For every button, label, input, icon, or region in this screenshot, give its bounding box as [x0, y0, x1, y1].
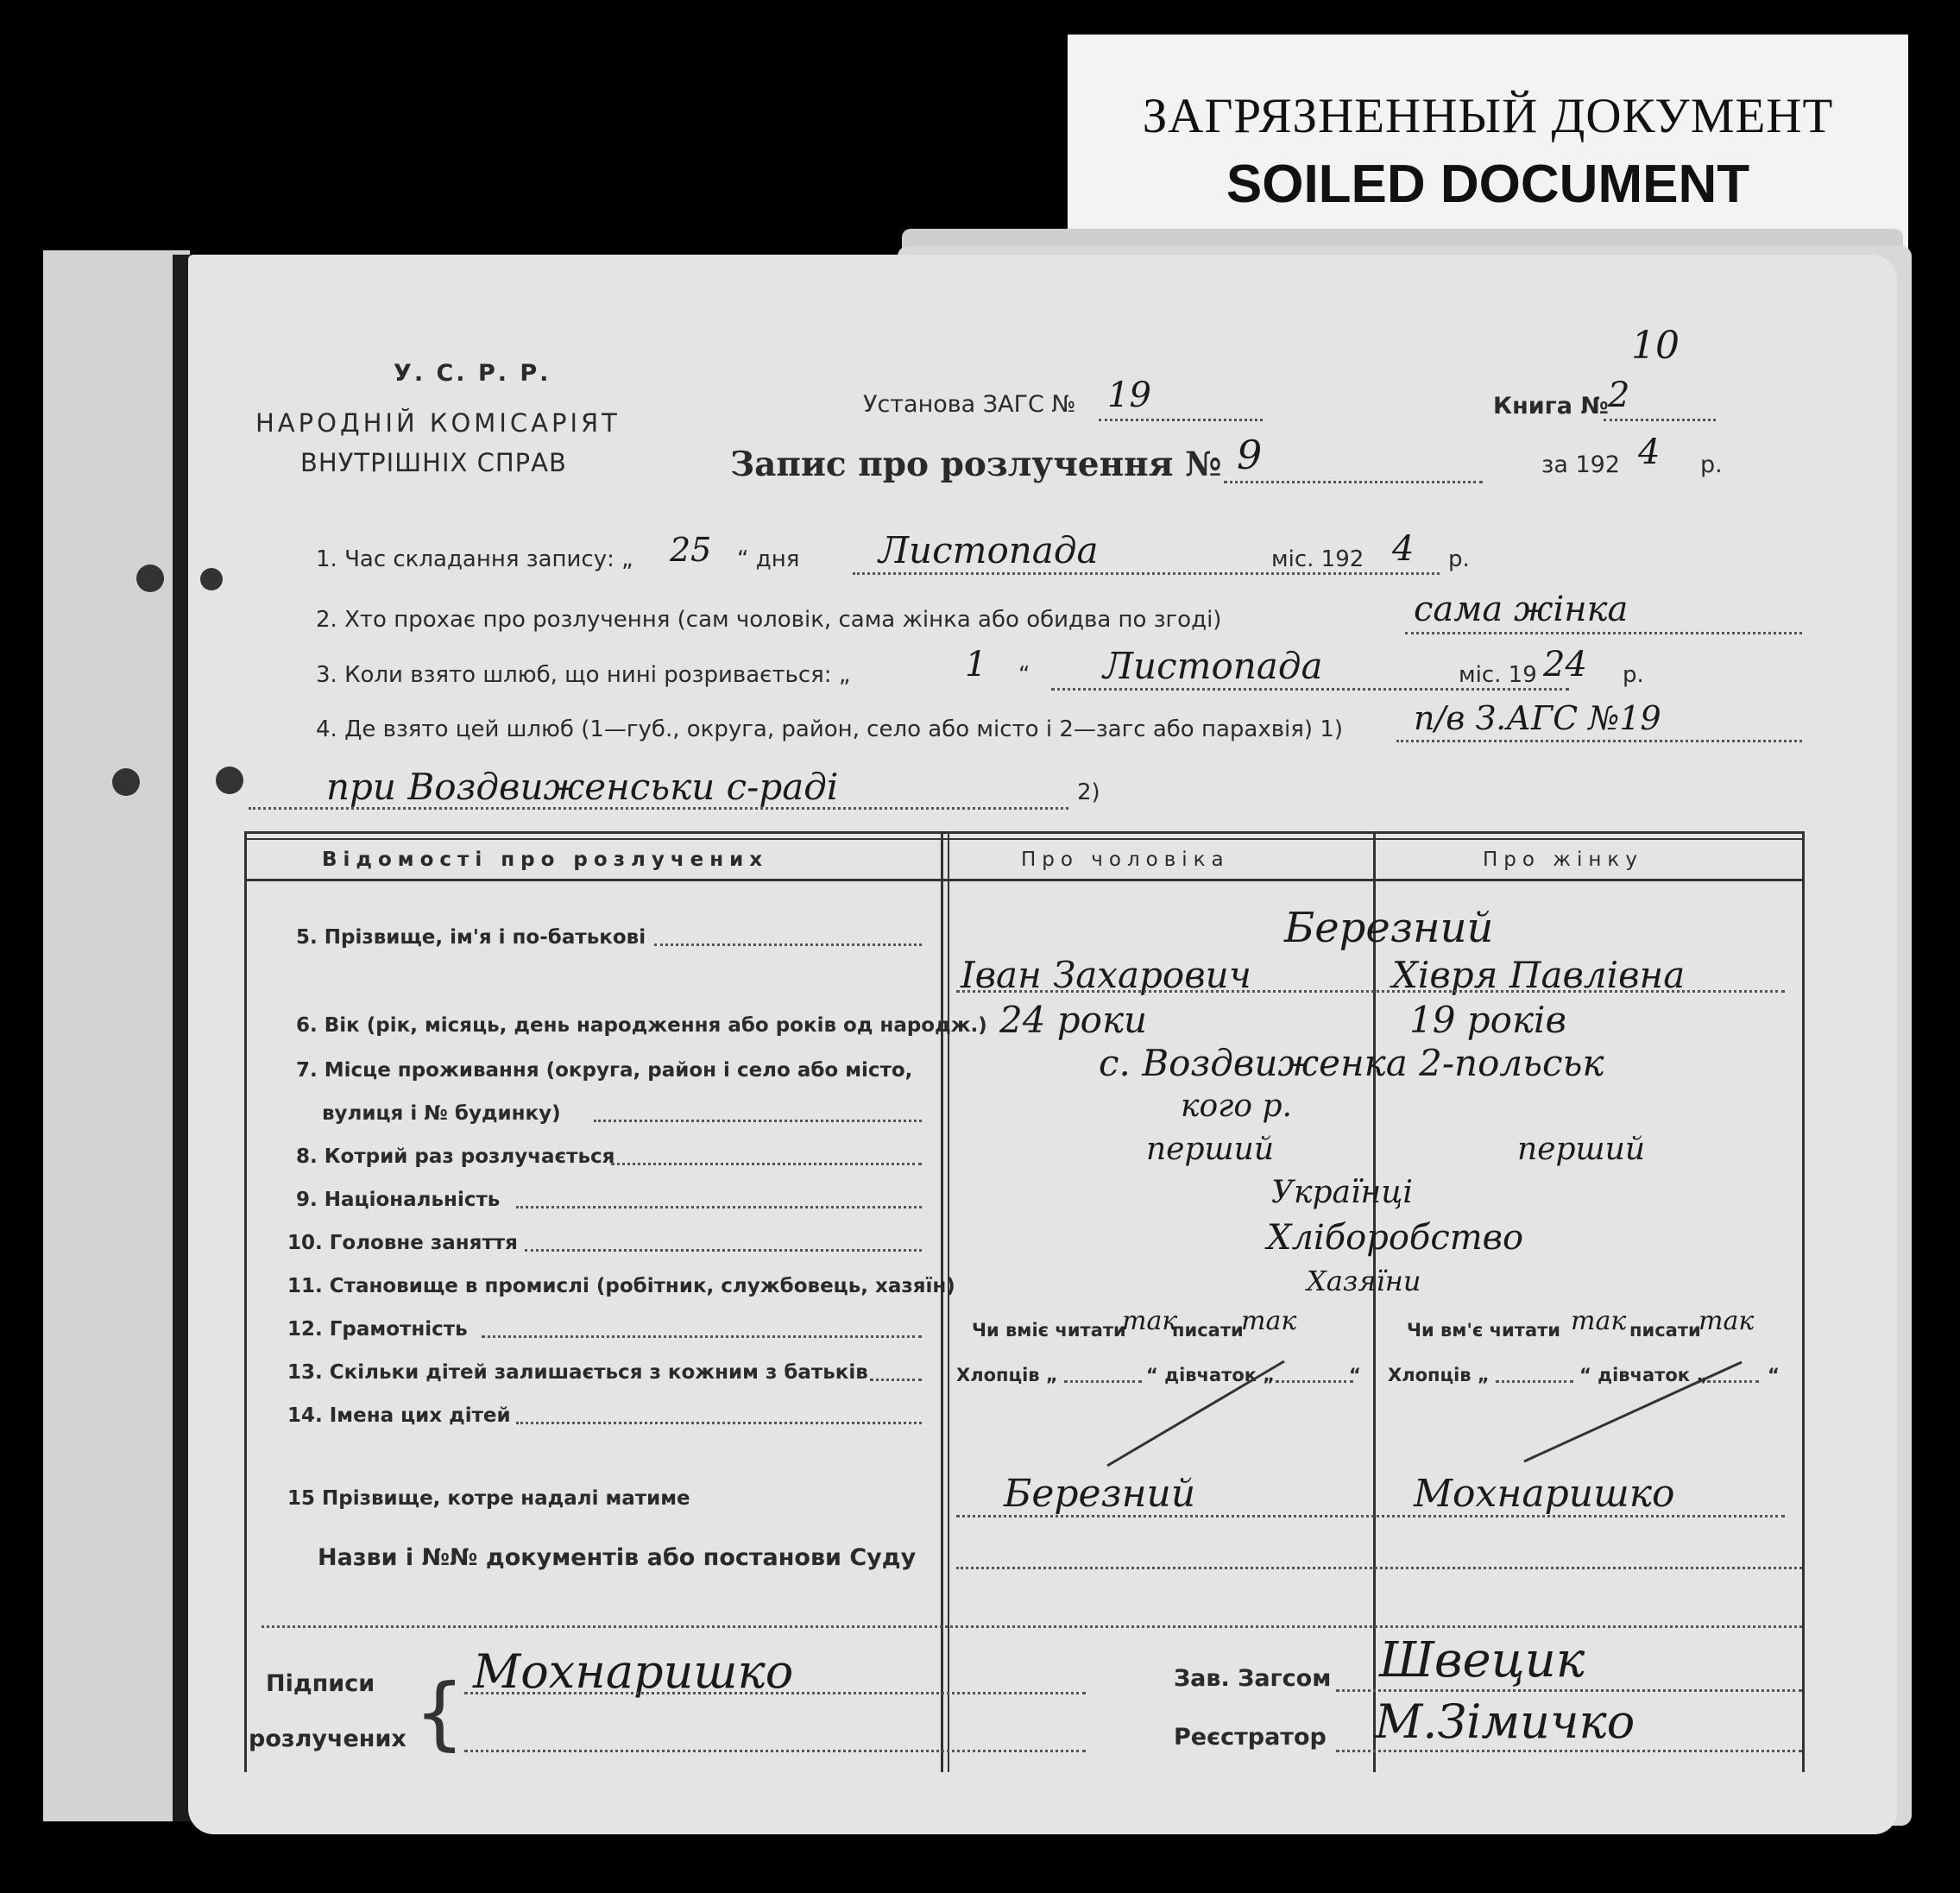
label-15: 15 Прізвище, котре надалі матиме — [287, 1487, 690, 1510]
office-value: 19 — [1107, 375, 1151, 415]
man-quote-end: “ — [1349, 1365, 1361, 1385]
row1-end: р. — [1448, 546, 1470, 572]
label-6: 6. Вік (рік, місяць, день народження або років од народж.) — [296, 1014, 987, 1037]
book-value: 2 — [1608, 375, 1630, 415]
row1-day: 25 — [670, 531, 712, 569]
row3-day: 1 — [965, 645, 987, 685]
hw-occupation: Хліборобство — [1267, 1218, 1524, 1258]
woman-girls-label: “ дівчаток „ — [1579, 1365, 1709, 1385]
row4-value-1: п/в З.АГС №19 — [1414, 699, 1661, 737]
row1-mis: міс. 192 — [1271, 546, 1364, 572]
binding-strip — [43, 250, 190, 1821]
head-of-office-label: Зав. Загсом — [1174, 1665, 1332, 1692]
row3-mid: “ — [1018, 662, 1030, 688]
signatures-label-1: Підписи — [266, 1670, 375, 1697]
hw-place-2: кого р. — [1181, 1088, 1292, 1124]
hw-registrar-signature: М.Зімичко — [1375, 1694, 1635, 1749]
label-english: SOILED DOCUMENT — [1226, 155, 1750, 214]
book-label: Книга № — [1493, 393, 1609, 420]
hw-woman-age: 19 років — [1409, 999, 1566, 1041]
label-14: 14. Імена цих дітей — [287, 1404, 511, 1427]
hw-man-future-surname: Березний — [1004, 1472, 1196, 1516]
signatures-brace: { — [414, 1667, 465, 1759]
label-10: 10. Головне заняття — [287, 1232, 518, 1254]
signature-dots-1 — [464, 1692, 1086, 1694]
documents-dots-2 — [262, 1625, 1802, 1628]
punch-hole-3 — [112, 768, 140, 796]
office-label: Установа ЗАГС № — [863, 391, 1076, 418]
country-heading: У. С. Р. Р. — [394, 360, 551, 387]
ministry-line-2: ВНУТРІШНІХ СПРАВ — [300, 448, 567, 477]
woman-quote-end: “ — [1768, 1365, 1780, 1385]
label-13: 13. Скільки дітей залишається з кожним з батьків — [287, 1361, 868, 1384]
row1-label: 1. Час складання запису: „ — [316, 546, 633, 572]
row1-month: Листопада — [879, 529, 1099, 571]
page-number: 10 — [1631, 324, 1680, 368]
year-suffix: р. — [1700, 451, 1723, 478]
punch-hole-1 — [136, 565, 164, 592]
woman-literacy-read-label: Чи вм'є читати — [1407, 1320, 1560, 1341]
ministry-line-1: НАРОДНІЙ КОМІСАРІЯТ — [255, 408, 621, 438]
label-7a: 7. Місце проживання (округа, район і село або місто, — [296, 1059, 913, 1082]
row4-value-2: при Воздвиженськи с-раді — [326, 766, 839, 808]
woman-literacy-write-label: писати — [1629, 1320, 1701, 1341]
row2-label: 2. Хто прохає про розлучення (сам чоловік, сама жінка або обидва по згоді) — [316, 607, 1222, 633]
registrar-label: Реєстратор — [1174, 1724, 1327, 1751]
man-can-write: так — [1241, 1306, 1297, 1336]
row3-year: 24 — [1543, 645, 1587, 685]
man-literacy-write-label: писати — [1172, 1320, 1244, 1341]
row3-mis: міс. 19 — [1459, 662, 1537, 688]
documents-label: Назви і №№ документів або постанови Суду — [318, 1544, 917, 1571]
hw-man-age: 24 роки — [999, 999, 1148, 1041]
woman-boys-label: Хлопців „ — [1388, 1365, 1490, 1385]
row2-value: сама жінка — [1414, 590, 1629, 629]
signatures-label-2: розлучених — [249, 1726, 406, 1752]
man-girls-label: “ дівчаток „ — [1146, 1365, 1276, 1385]
col-header-woman: Про жінку — [1483, 849, 1643, 871]
woman-can-read: так — [1571, 1306, 1627, 1336]
row1-year: 4 — [1392, 529, 1415, 569]
label-8: 8. Котрий раз розлучається — [296, 1145, 615, 1168]
woman-can-write: так — [1698, 1306, 1755, 1336]
record-number: 9 — [1237, 432, 1263, 478]
man-literacy-read-label: Чи вміє читати — [972, 1320, 1126, 1341]
row4-label: 4. Де взято цей шлюб (1—губ., округа, район, село або місто і 2—загс або парахвія) 1) — [316, 716, 1344, 742]
hw-surname: Березний — [1284, 904, 1494, 952]
row3-end: р. — [1623, 662, 1644, 688]
man-can-read: так — [1122, 1306, 1178, 1336]
dots-future — [956, 1515, 1785, 1518]
documents-dots-1 — [956, 1567, 1802, 1569]
hw-place-1: с. Воздвиженка 2-польськ — [1099, 1042, 1604, 1084]
head-signature-dots — [1336, 1689, 1802, 1692]
year-value: 4 — [1638, 432, 1661, 472]
label-5: 5. Прізвище, ім'я і по-батькові — [296, 926, 646, 949]
label-11: 11. Становище в промислі (робітник, службовець, хазяїн) — [287, 1275, 955, 1297]
row3-label: 3. Коли взято шлюб, що нині розривається: „ — [316, 662, 851, 688]
hw-woman-name: Хівря Павлівна — [1392, 954, 1686, 996]
row4-num-2: 2) — [1077, 779, 1100, 805]
signature-dots-2 — [464, 1750, 1086, 1752]
label-12: 12. Грамотність — [287, 1318, 468, 1341]
divorce-record-form — [188, 255, 1897, 1834]
man-boys-label: Хлопців „ — [956, 1365, 1058, 1385]
label-7b: вулиця і № будинку) — [322, 1102, 561, 1125]
year-label: за 192 — [1541, 451, 1621, 478]
hw-woman-future-surname: Мохнаришко — [1414, 1472, 1675, 1516]
registrar-signature-dots — [1336, 1750, 1802, 1752]
row1-mid: “ дня — [737, 546, 800, 572]
strike-lines — [188, 255, 1897, 1834]
record-title: Запис про розлучення № — [730, 445, 1222, 484]
hw-nationality: Українці — [1271, 1175, 1413, 1210]
hw-status: Хазяїни — [1307, 1265, 1421, 1297]
hw-man-times: перший — [1146, 1132, 1275, 1167]
punch-hole-2 — [200, 568, 223, 590]
row3-month: Листопада — [1103, 645, 1323, 687]
hw-head-signature: Швецик — [1379, 1632, 1585, 1688]
col-header-info: Відомості про розлучених — [322, 849, 769, 871]
hw-woman-times: перший — [1517, 1132, 1646, 1167]
punch-hole-4 — [216, 767, 243, 794]
label-9: 9. Національність — [296, 1189, 501, 1211]
hw-divorcee-signature: Мохнаришко — [473, 1644, 794, 1699]
hw-man-name: Іван Захарович — [961, 954, 1251, 996]
col-header-man: Про чоловіка — [1021, 849, 1230, 871]
label-russian: ЗАГРЯЗНЕННЫЙ ДОКУМЕНТ — [1142, 89, 1834, 143]
